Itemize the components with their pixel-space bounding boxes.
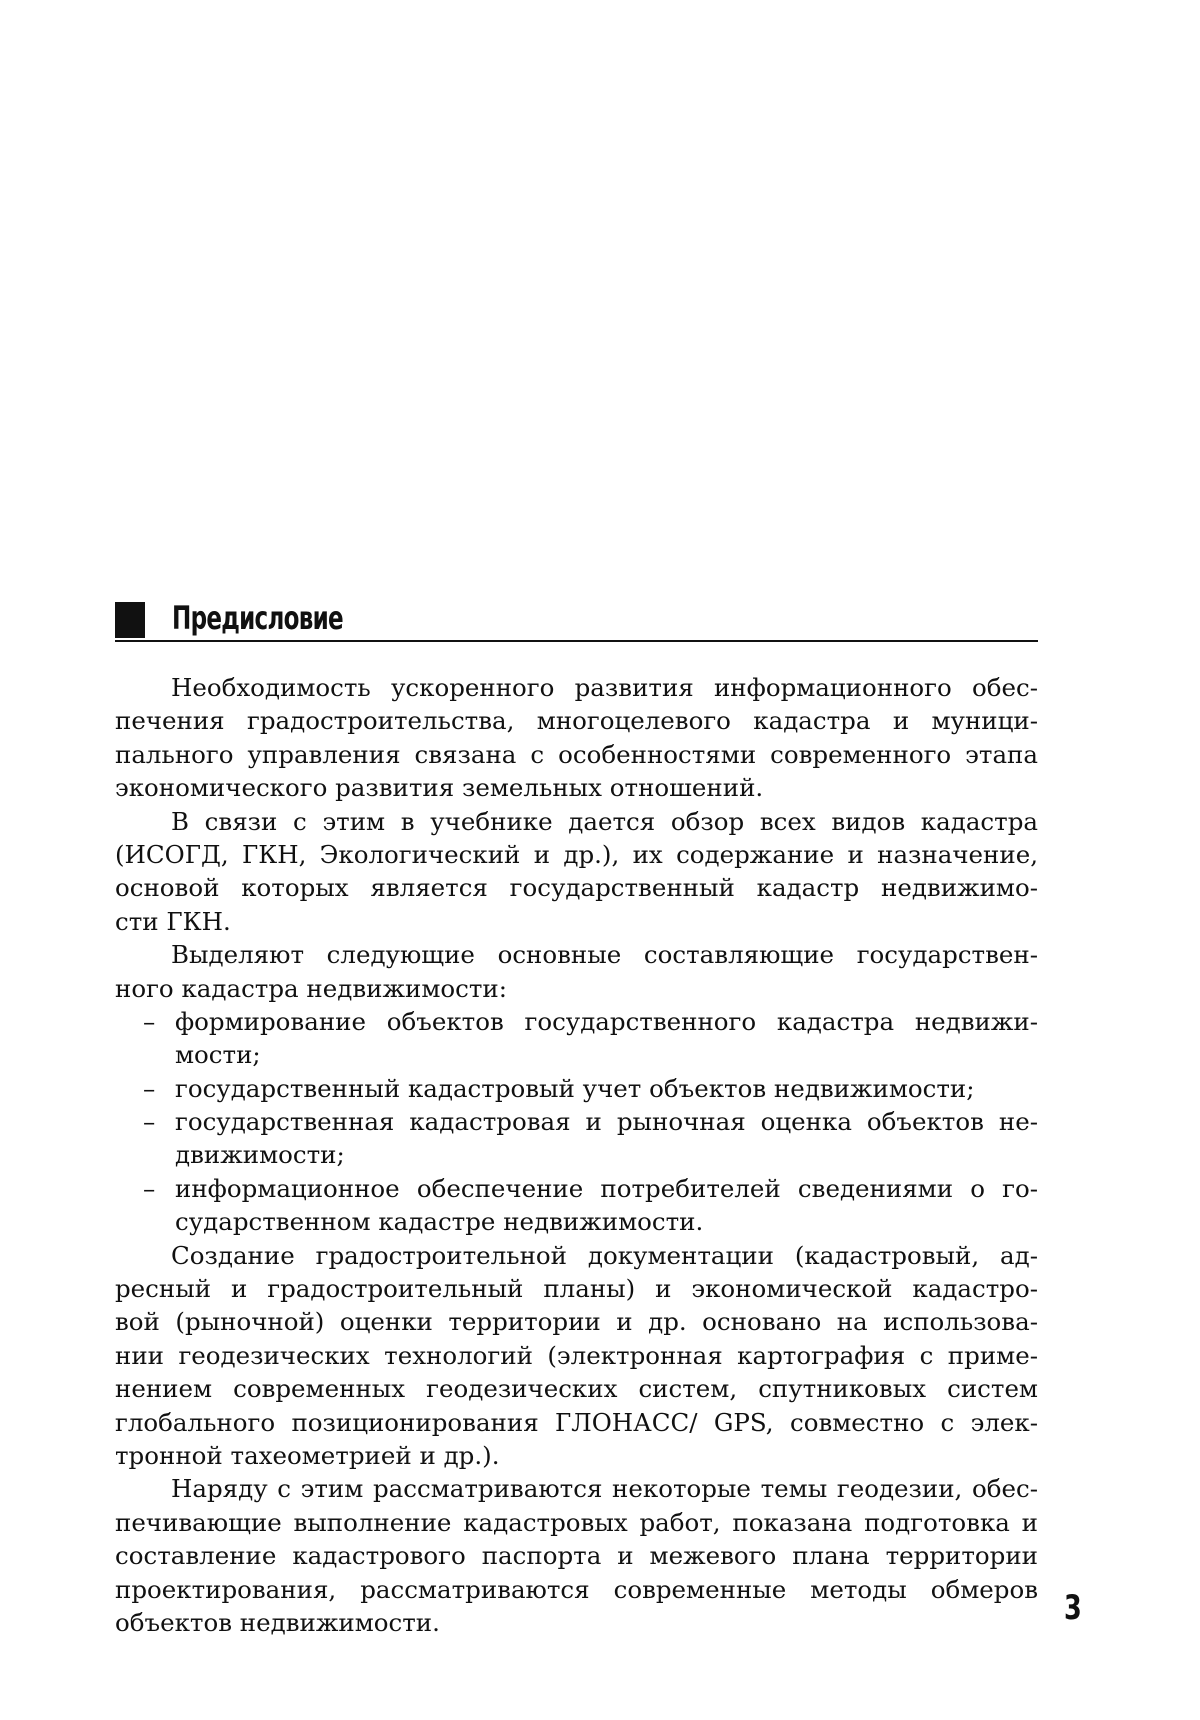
- text-line: печения градостроительства, многоцелевого кадастра и муници-: [115, 704, 1038, 737]
- text-line: тронной тахеометрией и др.).: [115, 1439, 1038, 1472]
- list-item-continuation: мости;: [115, 1038, 1038, 1071]
- list-item: [115, 1072, 1038, 1105]
- page-number: 3: [1064, 1588, 1082, 1628]
- text-line: объектов недвижимости.: [115, 1606, 1038, 1639]
- text-line: ресный и градостроительный планы) и экономической кадастро-: [115, 1272, 1038, 1305]
- list-dash: –: [143, 1172, 175, 1205]
- text-line: проектирования, рассматриваются современные методы обмеров: [115, 1573, 1038, 1606]
- list-item-text: государственный кадастровый учет объектов недвижимости;: [175, 1074, 974, 1103]
- text-line: В связи с этим в учебнике дается обзор всех видов кадастра: [115, 805, 1038, 838]
- text-line: Создание градостроительной документации (кадастровый, ад-: [115, 1239, 1038, 1272]
- list-item-text: информационное обеспечение потребителей сведениями о го-: [175, 1174, 1038, 1203]
- text-line: глобального позиционирования ГЛОНАСС/ GPS, совместно с элек-: [115, 1406, 1038, 1439]
- list-item: [115, 1172, 1038, 1205]
- text-line: Необходимость ускоренного развития информационного обес-: [115, 671, 1038, 704]
- text-line: составление кадастрового паспорта и межевого плана территории: [115, 1539, 1038, 1572]
- text-line: Выделяют следующие основные составляющие государствен-: [115, 938, 1038, 971]
- list-item-text: государственная кадастровая и рыночная оценка объектов не-: [175, 1107, 1038, 1136]
- text-line: пального управления связана с особенностями современного этапа: [115, 738, 1038, 771]
- text-line: экономического развития земельных отношений.: [115, 771, 1038, 804]
- text-line: основой которых является государственный кадастр недвижимо-: [115, 871, 1038, 904]
- list-item-text: формирование объектов государственного кадастра недвижи-: [175, 1007, 1038, 1036]
- text-line: (ИСОГД, ГКН, Экологический и др.), их содержание и назначение,: [115, 838, 1038, 871]
- text-line: нии геодезических технологий (электронная картография с приме-: [115, 1339, 1038, 1372]
- list-item: [115, 1105, 1038, 1138]
- text-line: вой (рыночной) оценки территории и др. основано на использова-: [115, 1305, 1038, 1338]
- list-item-continuation: движимости;: [115, 1138, 1038, 1171]
- list-dash: –: [143, 1105, 175, 1138]
- text-line: ного кадастра недвижимости:: [115, 972, 1038, 1005]
- text-line: Наряду с этим рассматриваются некоторые темы геодезии, обес-: [115, 1472, 1038, 1505]
- heading-marker-square: [115, 602, 145, 638]
- list-dash: –: [143, 1072, 175, 1105]
- list-dash: –: [143, 1005, 175, 1038]
- preface-body: [115, 671, 1038, 1639]
- section-heading: [115, 598, 1038, 642]
- text-line: нением современных геодезических систем, спутниковых систем: [115, 1372, 1038, 1405]
- text-line: сти ГКН.: [115, 905, 1038, 938]
- section-title: Предисловие: [172, 598, 343, 638]
- text-line: печивающие выполнение кадастровых работ, показана подготовка и: [115, 1506, 1038, 1539]
- list-item: [115, 1005, 1038, 1038]
- list-item-continuation: сударственном кадастре недвижимости.: [115, 1205, 1038, 1238]
